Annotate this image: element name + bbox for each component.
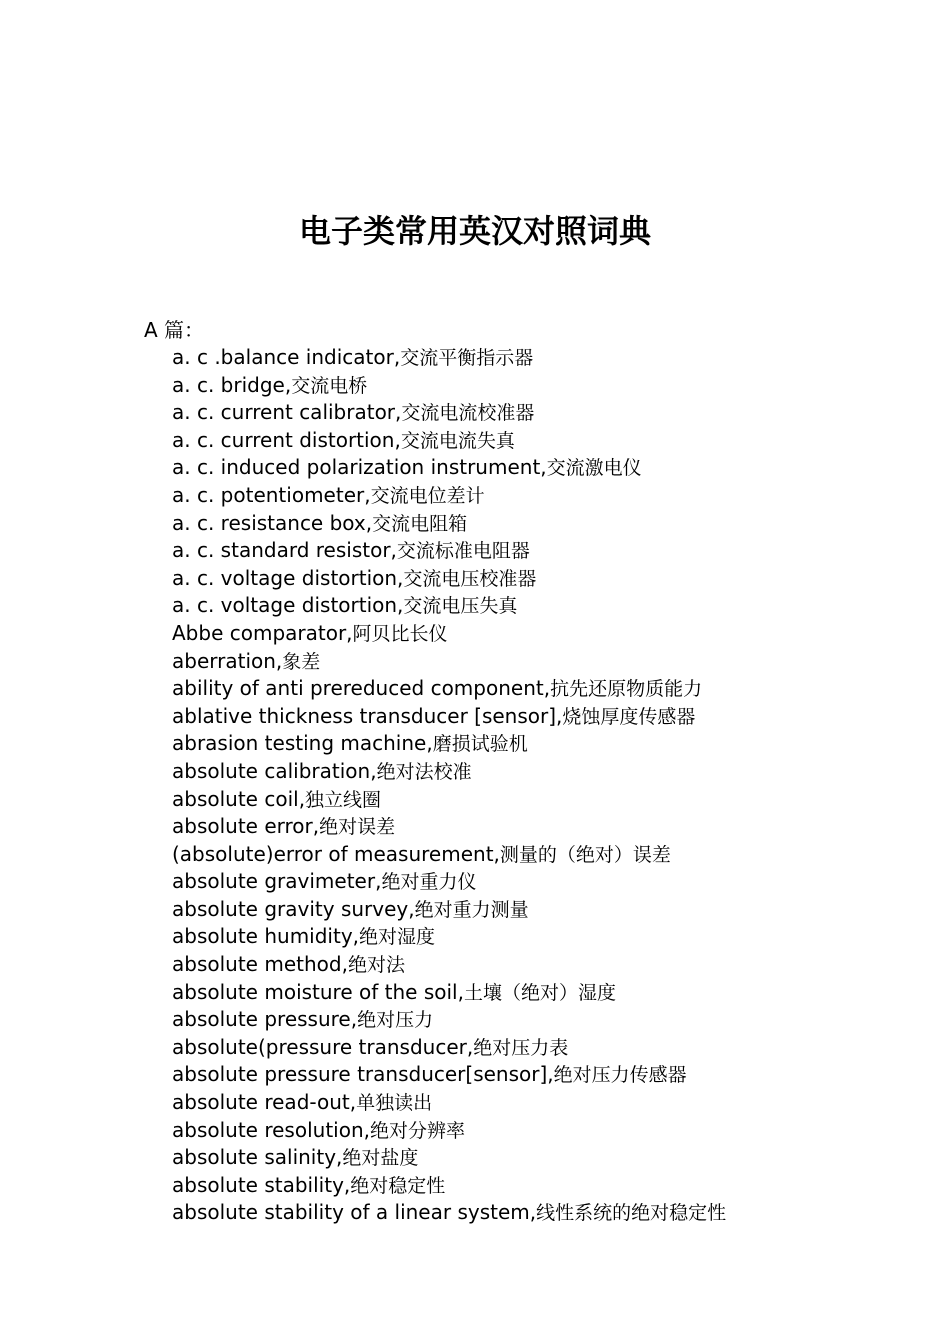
entry-translation: 土壤（绝对）湿度 [463,981,616,1004]
glossary-entry [172,427,932,455]
glossary-entry [172,1006,932,1034]
glossary-entry [172,510,932,538]
entry-translation: 交流平衡指示器 [400,347,534,369]
entry-term: absolute pressure transducer[sensor], [172,1062,554,1087]
entry-term: absolute moisture of the soil, [172,979,464,1004]
entry-term: absolute salinity, [172,1145,343,1170]
glossary-entry [172,868,932,896]
entry-term: a. c. potentiometer, [172,482,371,507]
entry-term: a. c. voltage distortion, [172,593,404,618]
entry-translation: 象差 [282,650,321,673]
entry-term: absolute(pressure transducer, [172,1034,474,1059]
entry-translation: 绝对压力传感器 [553,1064,687,1087]
entry-term: absolute error, [172,814,320,839]
glossary-entry [172,648,932,676]
glossary-entry [172,923,932,951]
glossary-entry [172,344,932,372]
entry-translation: 交流激电仪 [546,457,642,480]
entry-translation: 绝对法校准 [376,760,472,783]
entry-translation: 磨损试验机 [432,733,528,756]
entry-term: absolute calibration, [172,758,377,783]
glossary-entry [172,1172,932,1200]
entry-term: ablative thickness transducer [sensor], [172,703,563,728]
entry-translation: 绝对湿度 [359,926,436,949]
document-title: 电子类常用英汉对照词典 [298,212,651,250]
glossary-entry [172,786,932,814]
entry-term: Abbe comparator, [172,620,353,645]
entry-translation: 线性系统的绝对稳定性 [536,1202,727,1225]
glossary-entry [172,1061,932,1089]
entry-term: a. c. standard resistor, [172,538,397,563]
glossary-entry [172,537,932,565]
entry-term: absolute coil, [172,786,306,811]
glossary-entry [172,675,932,703]
entry-translation: 交流电桥 [291,374,368,397]
glossary-entry [172,1144,932,1172]
entry-term: absolute pressure, [172,1007,358,1032]
entry-translation: 烧蚀厚度传感器 [562,705,696,728]
entry-term: absolute gravimeter, [172,869,382,894]
entry-term: absolute resolution, [172,1117,370,1142]
entry-translation: 交流电位差计 [370,484,485,507]
entry-translation: 独立线圈 [305,788,382,811]
entry-term: a. c. bridge, [172,372,292,397]
entry-translation: 绝对盐度 [342,1147,419,1170]
entry-translation: 绝对重力仪 [381,871,477,894]
entry-translation: 绝对压力表 [473,1036,569,1059]
entry-term: a. c. current distortion, [172,427,401,452]
glossary-entry [172,1089,932,1117]
glossary-entry [172,592,932,620]
glossary-entry [172,703,932,731]
entry-translation: 交流电流失真 [400,429,515,452]
glossary-entry [172,620,932,648]
section-heading: A 篇： [144,318,205,342]
entry-term: abrasion testing machine, [172,731,433,756]
glossary-entry [172,565,932,593]
glossary-entry [172,1034,932,1062]
entry-term: absolute read-out, [172,1090,357,1115]
entry-term: a. c .balance indicator, [172,345,401,369]
entry-translation: 交流电阻箱 [372,512,468,535]
entry-translation: 绝对分辨率 [370,1119,466,1142]
glossary-entry [172,1117,932,1145]
entry-translation: 测量的（绝对）误差 [499,843,671,866]
glossary-entry [172,951,932,979]
entry-translation: 绝对误差 [319,816,396,839]
entry-translation: 交流电压校准器 [403,567,537,590]
entry-term: a. c. current calibrator, [172,400,402,425]
entry-term: absolute humidity, [172,924,360,949]
entry-translation: 交流电流校准器 [401,402,535,425]
entry-term: (absolute)error of measurement, [172,841,500,866]
entry-translation: 绝对法 [347,954,405,977]
entry-translation: 抗先还原物质能力 [550,678,703,701]
entry-term: absolute method, [172,952,348,977]
glossary-entry [172,979,932,1007]
entry-term: a. c. resistance box, [172,510,373,535]
entry-term: a. c. voltage distortion, [172,565,404,590]
entry-term: absolute stability of a linear system, [172,1200,537,1225]
glossary-entry [172,372,932,400]
glossary-entry [172,758,932,786]
glossary-entry [172,730,932,758]
entry-translation: 阿贝比长仪 [352,622,448,645]
entry-term: a. c. induced polarization instrument, [172,455,547,480]
entry-translation: 交流标准电阻器 [396,540,530,563]
glossary-entry [172,1199,932,1227]
glossary-entry [172,841,932,869]
glossary-entry [172,813,932,841]
entry-term: absolute gravity survey, [172,896,415,921]
glossary-entry [172,482,932,510]
entry-term: ability of anti prereduced component, [172,676,551,701]
glossary-entry-list [172,344,932,1227]
entry-translation: 交流电压失真 [403,595,518,618]
entry-term: absolute stability, [172,1172,351,1197]
entry-term: aberration, [172,648,283,673]
glossary-entry [172,896,932,924]
glossary-entry [172,454,932,482]
entry-translation: 单独读出 [356,1092,433,1115]
entry-translation: 绝对重力测量 [414,898,529,921]
entry-translation: 绝对压力 [357,1009,434,1032]
entry-translation: 绝对稳定性 [350,1174,446,1197]
glossary-entry [172,399,932,427]
